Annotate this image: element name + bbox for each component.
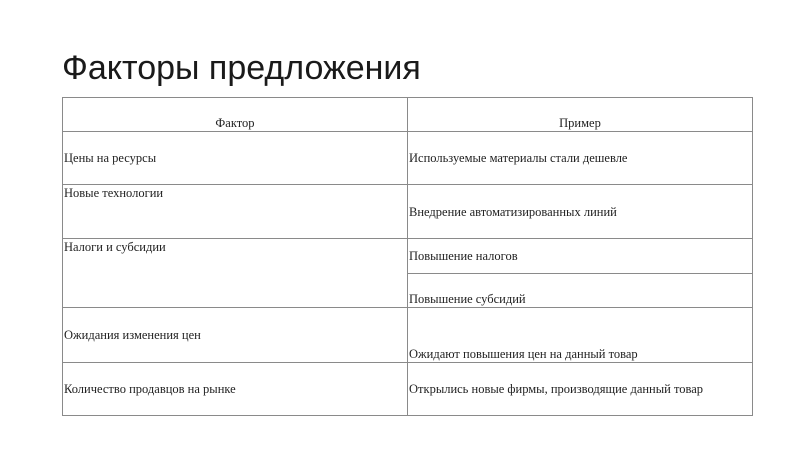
example-cell: Ожидают повышения цен на данный товар [408, 308, 753, 363]
example-cell: Используемые материалы стали дешевле [408, 132, 753, 185]
example-cell: Открылись новые фирмы, производящие данный товар [408, 363, 753, 416]
factor-cell: Налоги и субсидии [63, 239, 408, 308]
example-cell: Внедрение автоматизированных линий [408, 185, 753, 239]
example-cell: Повышение субсидий [408, 274, 753, 308]
factor-cell: Ожидания изменения цен [63, 308, 408, 363]
example-cell: Повышение налогов [408, 239, 753, 274]
factor-cell: Цены на ресурсы [63, 132, 408, 185]
table-row [63, 185, 753, 239]
factor-cell: Новые технологии [63, 185, 408, 239]
factor-cell: Количество продавцов на рынке [63, 363, 408, 416]
table-header-row [63, 98, 753, 132]
table-row [63, 308, 753, 363]
factors-table [62, 97, 753, 416]
column-header-factor: Фактор [63, 98, 408, 132]
table-row [63, 239, 753, 274]
table-row [63, 132, 753, 185]
page-title: Факторы предложения [62, 49, 421, 87]
column-header-example: Пример [408, 98, 753, 132]
table-row [63, 363, 753, 416]
